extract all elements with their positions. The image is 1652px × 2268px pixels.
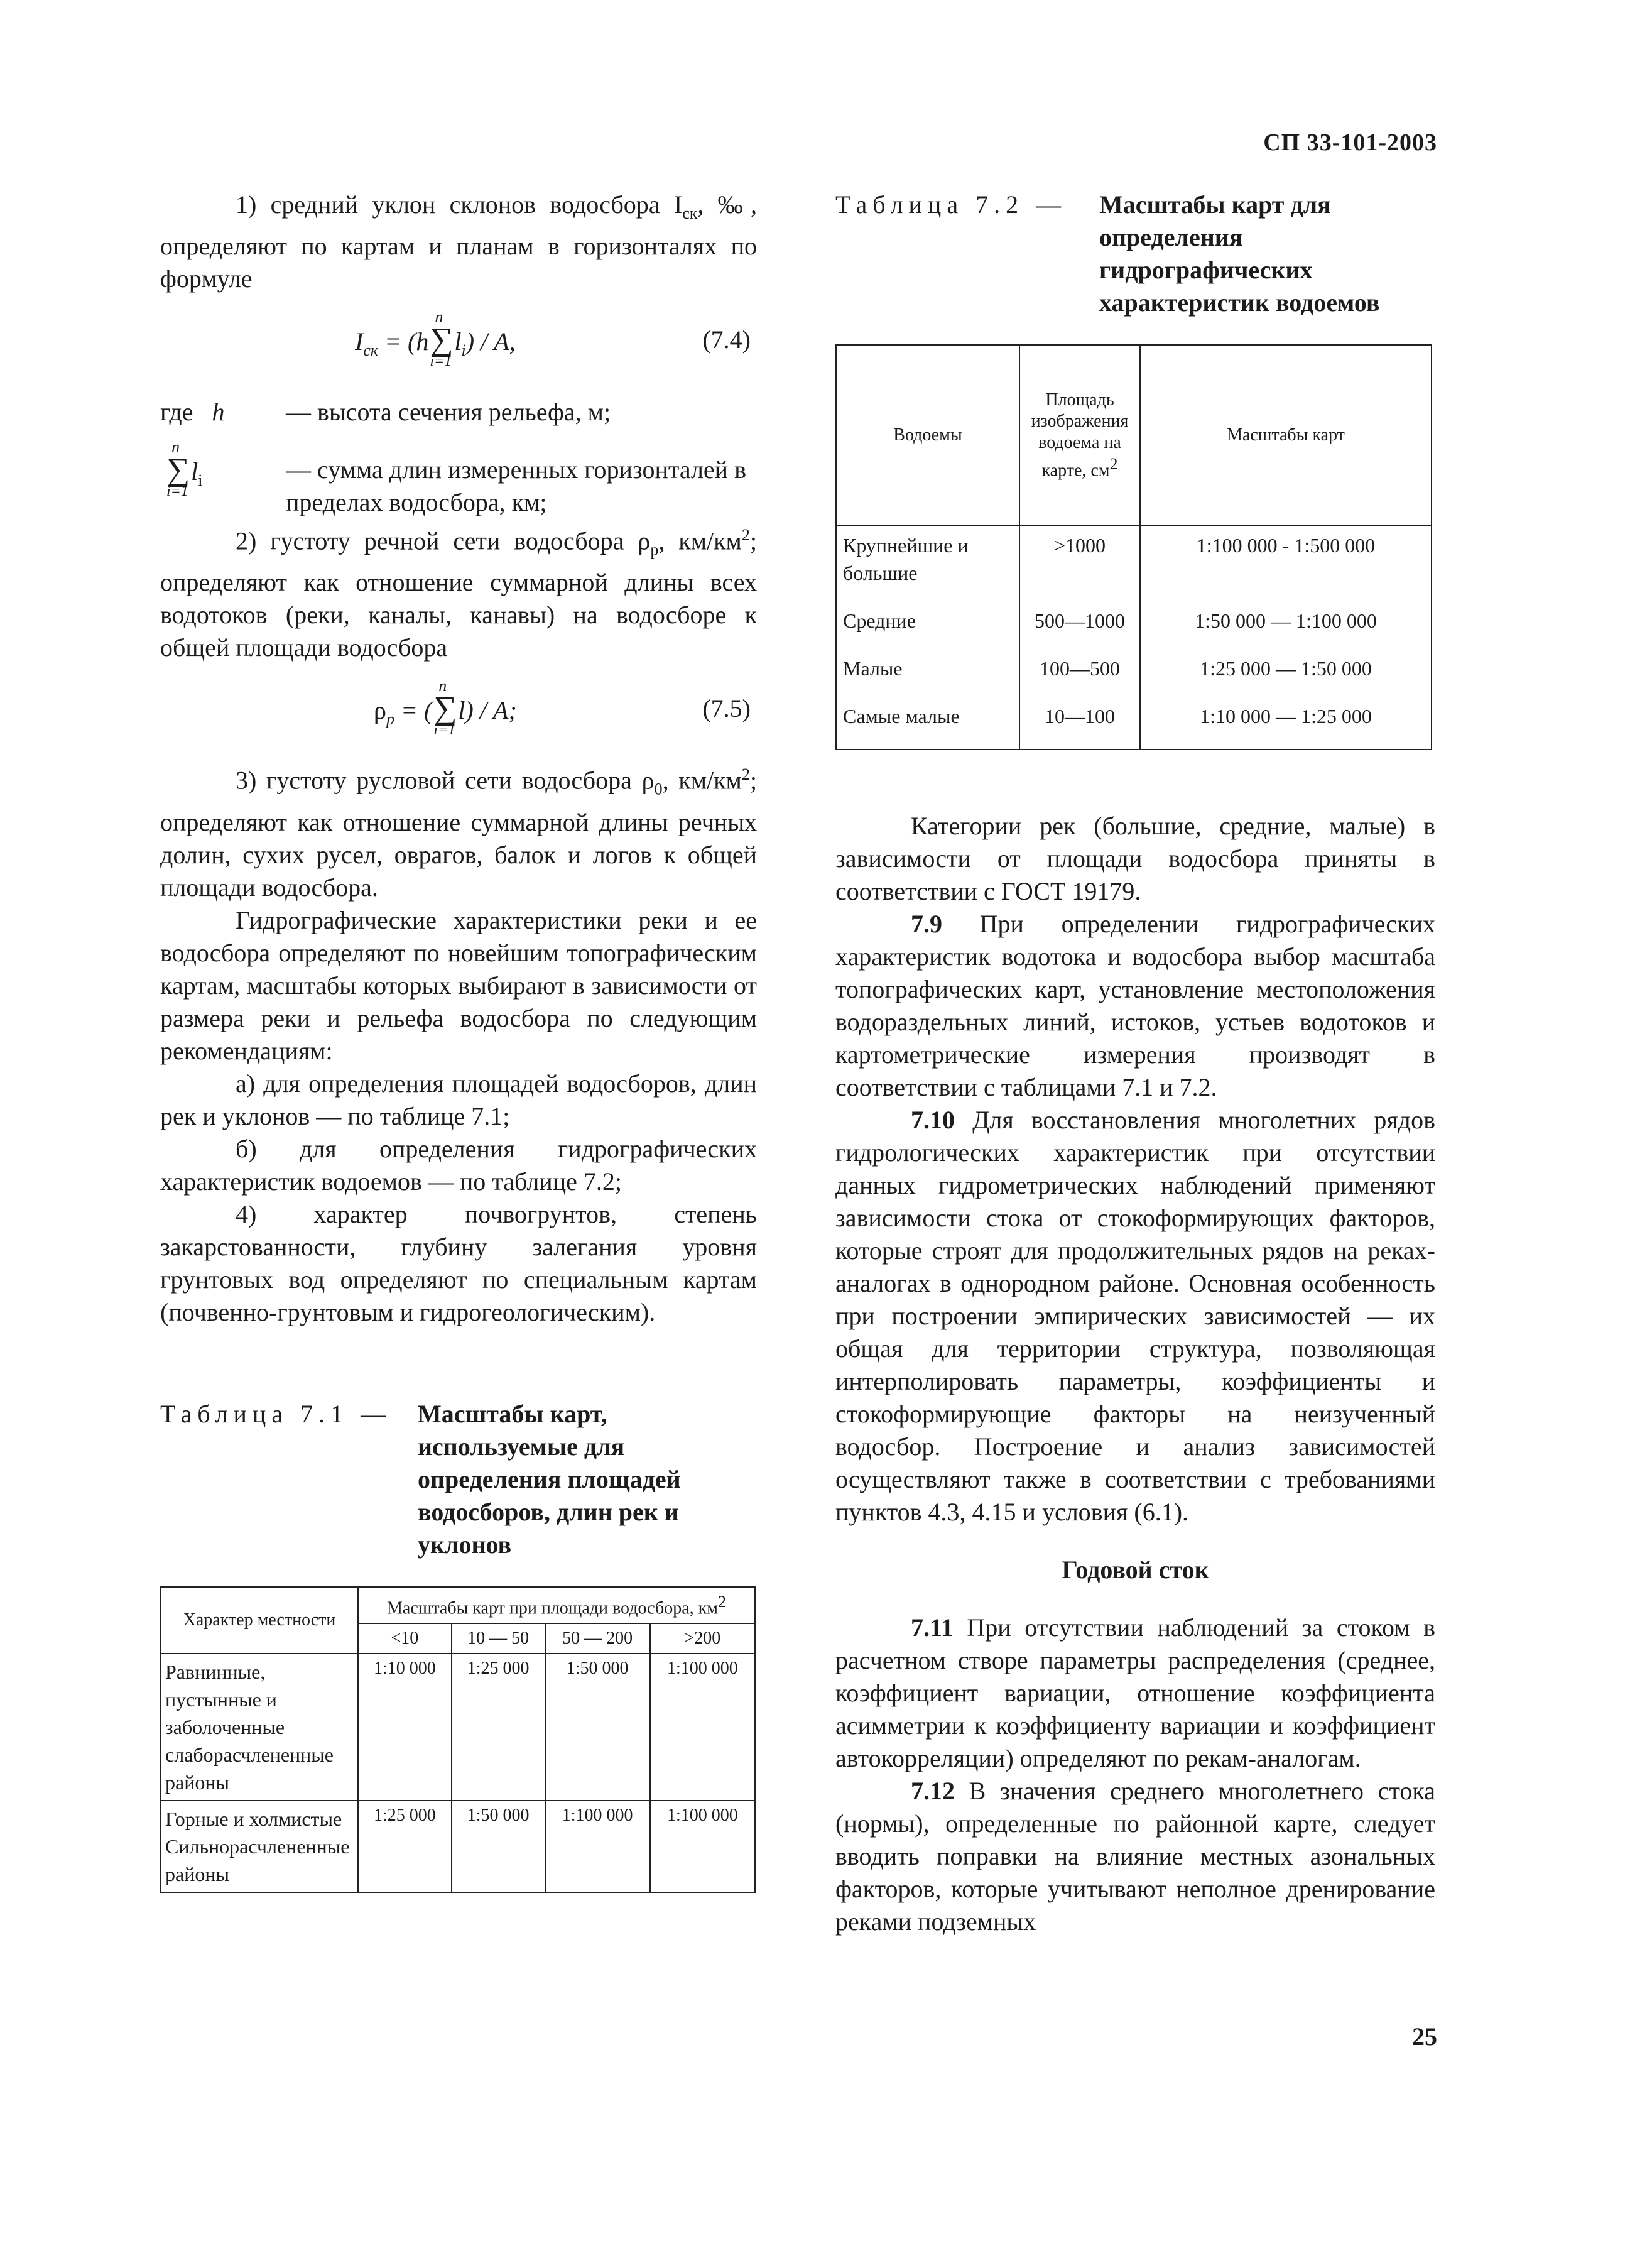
table-header-cell: 10 — 50 <box>452 1623 545 1654</box>
table-header-cell: Площадь изображения водоема на карте, см2 <box>1019 345 1140 526</box>
table-header-cell: Характер местности <box>161 1587 358 1654</box>
table-cell: 1:100 000 <box>650 1654 755 1801</box>
table-cell: 1:100 000 <box>545 1801 650 1892</box>
paragraph-soils: 4) характер почвогрунтов, степень закарстованности, глубину залегания уровня грунтовых вод определяют по специальным картам (почвенно-грунтовым и гидрогеологическим). <box>160 1199 757 1326</box>
table-7-1-caption: Таблица 7.1 — Масштабы карт, используемые для определения площадей водосборов, длин рек и уклонов <box>160 1399 681 1559</box>
table-cell: 1:50 000 — 1:100 000 <box>1140 592 1432 640</box>
table-row <box>161 1801 755 1892</box>
right-column <box>835 188 1435 1938</box>
formula-number: (7.4) <box>702 325 751 354</box>
table-header-cell: Водоемы <box>836 345 1019 526</box>
paragraph-b: б) для определения гидрографических характеристик водоемов — по таблице 7.2; <box>160 1134 757 1196</box>
table-header-cell: <10 <box>358 1623 452 1654</box>
table-cell: 1:50 000 <box>452 1801 545 1892</box>
table-cell: 1:50 000 <box>545 1654 650 1801</box>
paragraph-slope: 1) средний уклон склонов водосбора $I_{ск}$, ‰, определяют по картам и планам в горизонталях по формуле <box>160 190 757 293</box>
table-cell: 100—500 <box>1019 640 1140 687</box>
table-cell: Малые <box>836 640 1019 687</box>
table-row <box>161 1654 755 1801</box>
paragraph-7-12: 7.12 В значения среднего многолетнего стока (нормы), определенные по районной карте, следует вводить поправки на влияние местных азональных факторов, которые учитывают неполное дренирование реками подземных <box>835 1777 1435 1936</box>
table-cell: 1:100 000 - 1:500 000 <box>1140 526 1432 592</box>
table-cell: Самые малые <box>836 687 1019 750</box>
page-number: 25 <box>1412 2022 1437 2051</box>
sum-symbol: ∑ n i=1 <box>166 438 190 499</box>
table-cell: Равнинные, пустынные и заболоченные слаборасчлененные районы <box>161 1654 358 1801</box>
paragraph-channel-density: 3) густоту русловой сети водосбора $\rho_0$, $км/км^2$; определяют как отношение суммарной длины речных долин, сухих русел, оврагов, балок и логов к общей площади водосбора. <box>160 765 757 902</box>
table-cell: 1:25 000 <box>452 1654 545 1801</box>
table-cell: 1:10 000 — 1:25 000 <box>1140 687 1432 750</box>
table-header-cell: 50 — 200 <box>545 1623 650 1654</box>
paragraph-hydrographic: Гидрографические характеристики реки и ее водосбора определяют по новейшим топографическим картам, масштабы которых выбирают в зависимости от размера реки и рельефа водосбора по следующим рекомендациям: <box>160 905 757 1065</box>
formula-number: (7.5) <box>702 694 751 723</box>
table-cell: 1:10 000 <box>358 1654 452 1801</box>
table-header-cell: Масштабы карт <box>1140 345 1432 526</box>
table-7-2 <box>835 344 1432 750</box>
formula-legend: где h — высота сечения рельефа, м; ∑ n i=1 $l_i$ — сумма длин измеренных горизонталей в пределах водосбора, км; <box>160 398 746 516</box>
table-row <box>836 687 1432 750</box>
table-header-cell: Масштабы карт при площади водосбора, км2 <box>358 1587 755 1623</box>
sum-symbol: ∑ n i=1 <box>430 308 454 369</box>
section-heading: Годовой сток <box>1062 1556 1209 1584</box>
table-cell: 1:100 000 <box>650 1801 755 1892</box>
table-cell: 1:25 000 <box>358 1801 452 1892</box>
sum-symbol: ∑ n i=1 <box>433 677 457 739</box>
table-row <box>836 592 1432 640</box>
paragraph-river-categories: Категории рек (большие, средние, малые) в зависимости от площади водосбора приняты в соответствии с ГОСТ 19179. <box>835 812 1435 905</box>
page-header: СП 33-101-2003 <box>1263 129 1437 156</box>
table-cell: 10—100 <box>1019 687 1140 750</box>
paragraph-7-9: 7.9 При определении гидрографических характеристик водотока и водосбора выбор масштаба топографических карт, установление местоположения водораздельных линий, истоков, устьев водотоков и картометрические измерения производят в соответствии с таблицами 7.1 и 7.2. <box>835 910 1435 1101</box>
table-cell: Горные и холмистые Сильнорасчлененные районы <box>161 1801 358 1892</box>
formula-7-5: $\rho_р$ = (∑ n i=1 l) / A; (7.5) <box>374 677 751 739</box>
table-cell: 500—1000 <box>1019 592 1140 640</box>
left-column <box>160 188 757 1893</box>
table-cell: >1000 <box>1019 526 1140 592</box>
table-row <box>836 526 1432 592</box>
paragraph-river-density: 2) густоту речной сети водосбора $\rho_р$, $км/км^2$; определяют как отношение суммарной длины всех водотоков (реки, каналы, канавы) на водосборе к общей площади водосбора <box>160 526 757 662</box>
table-7-1 <box>160 1586 756 1893</box>
paragraph-a: а) для определения площадей водосборов, длин рек и уклонов — по таблице 7.1; <box>160 1069 757 1130</box>
table-7-2-caption: Таблица 7.2 — Масштабы карт для определения гидрографических характеристик водоемов <box>835 190 1380 317</box>
table-row <box>836 640 1432 687</box>
table-cell: 1:25 000 — 1:50 000 <box>1140 640 1432 687</box>
table-cell: Средние <box>836 592 1019 640</box>
paragraph-7-11: 7.11 При отсутствии наблюдений за стоком в расчетном створе параметры распределения (среднее, коэффициент вариации, отношение коэффициента асимметрии к коэффициенту вариации и коэффициент автокорреляции) определяют по рекам-аналогам. <box>835 1613 1435 1772</box>
table-cell: Крупнейшие и большие <box>836 526 1019 592</box>
formula-7-4: $I_{ск} = (h\sum$ n i=1 $l_i$) / A, (7.4) <box>355 308 751 369</box>
table-header-cell: >200 <box>650 1623 755 1654</box>
paragraph-7-10: 7.10 Для восстановления многолетних рядов гидрологических характеристик при отсутствии данных гидрометрических наблюдений применяют зависимости стока от стокоформирующих факторов, которые строят для продолжительных рядов на реках-аналогах в однородном районе. Основная особенность при построении эмпирических зависимостей — их общая для территории структура, позволяющая интерполировать параметры, коэффициенты и стокоформирующие факторы на неизученный водосбор. Построение и анализ зависимостей осуществляют также в соответствии с требованиями пунктов 4.3, 4.15 и условия (6.1). <box>835 1106 1435 1526</box>
